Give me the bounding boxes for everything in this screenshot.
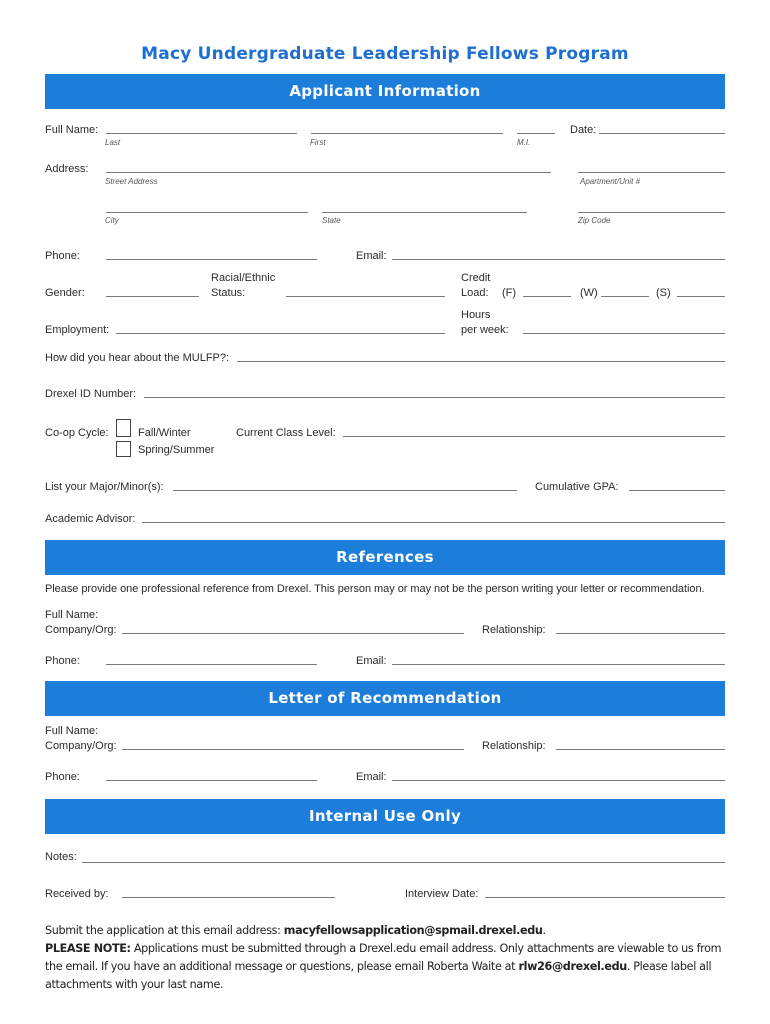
apt-sublabel: Apartment/Unit #	[580, 177, 641, 186]
gender-label: Gender:	[45, 287, 85, 299]
employment-field[interactable]	[116, 333, 445, 334]
spring-summer-label: Spring/Summer	[138, 444, 215, 456]
letter-full-name-label: Full Name:	[45, 725, 99, 737]
fall-winter-checkbox[interactable]	[116, 419, 131, 437]
ref-company-field[interactable]	[122, 633, 464, 634]
received-by-label: Received by:	[45, 888, 109, 900]
letter-company-label: Company/Org:	[45, 740, 117, 752]
drexel-id-label: Drexel ID Number:	[45, 388, 137, 400]
submit-suffix: .	[542, 924, 546, 937]
last-name-field[interactable]	[106, 133, 297, 134]
gpa-field[interactable]	[629, 490, 725, 491]
gender-field[interactable]	[106, 296, 199, 297]
ref-relationship-label: Relationship:	[482, 624, 546, 636]
racial-label-line1: Racial/Ethnic	[211, 272, 276, 284]
employment-label: Employment:	[45, 324, 110, 336]
apartment-field[interactable]	[578, 172, 725, 173]
references-note: Please provide one professional reference from Drexel. This person may or may not be the person writing your letter or recommendation.	[45, 583, 705, 595]
full-name-label: Full Name:	[45, 124, 99, 136]
credit-s-label: (S)	[656, 287, 671, 299]
page-title: Macy Undergraduate Leadership Fellows Program	[141, 44, 629, 64]
note-paragraph	[45, 940, 735, 994]
first-name-field[interactable]	[311, 133, 503, 134]
credit-f-label: (F)	[502, 287, 517, 299]
letter-relationship-label: Relationship:	[482, 740, 546, 752]
hours-field[interactable]	[523, 333, 725, 334]
ref-phone-label: Phone:	[45, 655, 80, 667]
notes-field[interactable]	[82, 862, 725, 863]
ref-relationship-field[interactable]	[556, 633, 725, 634]
section-header-letter: Letter of Recommendation	[45, 681, 725, 716]
zip-field[interactable]	[578, 212, 725, 213]
received-by-field[interactable]	[122, 897, 335, 898]
email-field[interactable]	[392, 259, 725, 260]
ref-phone-field[interactable]	[106, 664, 317, 665]
how-heard-label: How did you hear about the MULFP?:	[45, 352, 230, 364]
letter-relationship-field[interactable]	[556, 749, 725, 750]
credit-label-line1: Credit	[461, 272, 491, 284]
interview-date-label: Interview Date:	[405, 888, 479, 900]
spring-summer-checkbox[interactable]	[116, 441, 131, 457]
advisor-label: Academic Advisor:	[45, 513, 136, 525]
ref-full-name-label: Full Name:	[45, 609, 99, 621]
hours-label-line2: per week:	[461, 324, 509, 336]
class-level-field[interactable]	[343, 436, 725, 437]
letter-email-label: Email:	[356, 771, 387, 783]
note-text: Applications must be submitted through a Drexel.edu email address. Only attachments are viewable to us from the email. If you have an additional message or questions, please email Roberta Waite at	[45, 942, 722, 973]
first-sublabel: First	[310, 138, 326, 147]
letter-phone-label: Phone:	[45, 771, 80, 783]
note-label: PLEASE NOTE:	[45, 942, 131, 955]
section-header-applicant: Applicant Information	[45, 74, 725, 109]
ref-email-field[interactable]	[392, 664, 725, 665]
coop-label: Co-op Cycle:	[45, 427, 109, 439]
submit-prefix: Submit the application at this email address:	[45, 924, 284, 937]
letter-company-field[interactable]	[122, 749, 464, 750]
last-sublabel: Last	[105, 138, 121, 147]
mi-sublabel: M.I.	[517, 138, 531, 147]
street-address-field[interactable]	[106, 172, 551, 173]
submit-line	[45, 922, 735, 940]
credit-s-field[interactable]	[677, 296, 725, 297]
submit-email-link[interactable]: macyfellowsapplication@spmail.drexel.edu	[283, 924, 543, 937]
major-field[interactable]	[173, 490, 517, 491]
advisor-field[interactable]	[142, 522, 725, 523]
drexel-id-field[interactable]	[144, 397, 725, 398]
credit-w-label: (W)	[580, 287, 598, 299]
major-label: List your Major/Minor(s):	[45, 481, 164, 493]
hours-label-line1: Hours	[461, 309, 491, 321]
state-sublabel: State	[322, 216, 341, 225]
racial-label-line2: Status:	[211, 287, 246, 299]
address-label: Address:	[45, 163, 89, 175]
city-sublabel: City	[105, 216, 119, 225]
city-field[interactable]	[106, 212, 308, 213]
racial-status-field[interactable]	[286, 296, 445, 297]
class-level-label: Current Class Level:	[236, 427, 336, 439]
email-label: Email:	[356, 250, 387, 262]
interview-date-field[interactable]	[485, 897, 725, 898]
credit-w-field[interactable]	[601, 296, 649, 297]
credit-f-field[interactable]	[523, 296, 571, 297]
contact-email-link[interactable]: rlw26@drexel.edu	[518, 960, 627, 973]
mi-field[interactable]	[517, 133, 555, 134]
credit-label-line2: Load:	[461, 287, 489, 299]
date-field[interactable]	[599, 133, 725, 134]
phone-label: Phone:	[45, 250, 80, 262]
section-header-references: References	[45, 540, 725, 575]
gpa-label: Cumulative GPA:	[535, 481, 619, 493]
date-label: Date:	[570, 124, 597, 136]
letter-email-field[interactable]	[392, 780, 725, 781]
state-field[interactable]	[322, 212, 527, 213]
phone-field[interactable]	[106, 259, 317, 260]
ref-email-label: Email:	[356, 655, 387, 667]
fall-winter-label: Fall/Winter	[138, 427, 191, 439]
how-heard-field[interactable]	[237, 361, 725, 362]
letter-phone-field[interactable]	[106, 780, 317, 781]
note-suffix: . Please label all attachments with your last name.	[45, 960, 712, 991]
ref-company-label: Company/Org:	[45, 624, 117, 636]
section-header-internal: Internal Use Only	[45, 799, 725, 834]
zip-sublabel: Zip Code	[578, 216, 611, 225]
submission-instructions	[45, 922, 735, 994]
street-sublabel: Street Address	[105, 177, 158, 186]
notes-label: Notes:	[45, 851, 77, 863]
